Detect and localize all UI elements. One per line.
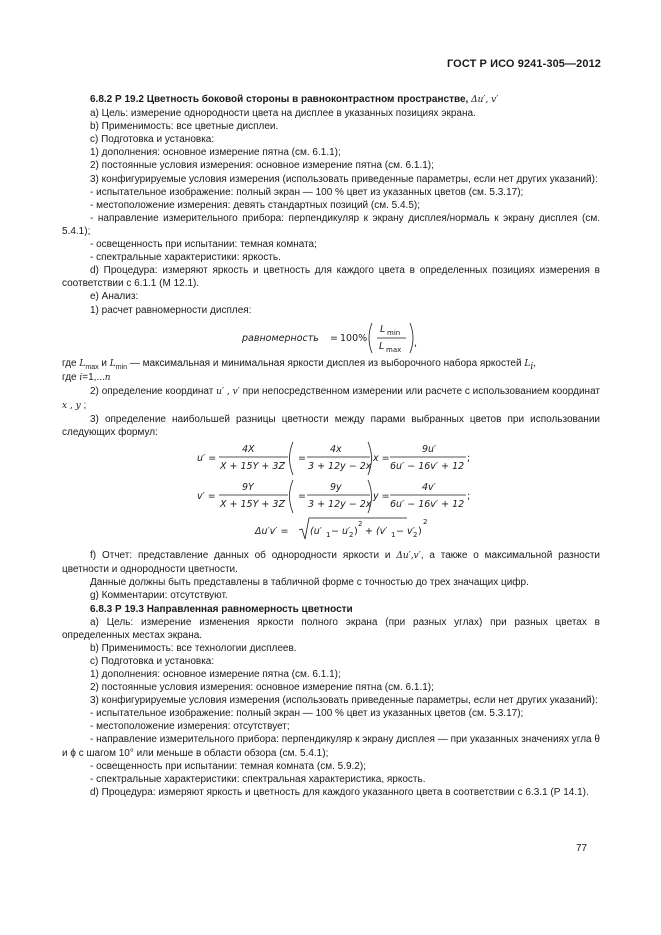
svg-text:X + 15Y + 3Z: X + 15Y + 3Z: [220, 499, 285, 511]
formula-v-prime: [62, 477, 600, 515]
section-heading-6-8-2: 6.8.2 Р 19.2 Цветность боковой стороны в равноконтрастном пространстве, Δu′, v′: [90, 94, 499, 105]
section-heading-6-8-3: 6.8.3 Р 19.3 Направленная равномерность цветности: [90, 603, 353, 615]
formula-comma: ,: [414, 337, 418, 349]
svg-text:;: ;: [467, 491, 471, 503]
svg-text:2: 2: [358, 520, 363, 529]
svg-text:;: ;: [467, 453, 471, 465]
paragraph: b) Применимость: все цветные дисплеи.: [90, 121, 279, 133]
paragraph: g) Комментарии: отсутствуют.: [90, 590, 228, 602]
svg-text:6u′ − 16v′ + 12: 6u′ − 16v′ + 12: [390, 499, 465, 511]
formula-pct: 100%: [340, 332, 368, 344]
svg-text:2: 2: [349, 531, 354, 540]
svg-text:=: =: [298, 491, 306, 503]
svg-text:u′ =: u′ =: [197, 453, 217, 465]
svg-text:X + 15Y + 3Z: X + 15Y + 3Z: [220, 461, 285, 473]
svg-text:9u′: 9u′: [422, 444, 437, 456]
list-item: - испытательное изображение: полный экран — 100 % цвет из указанных цветов (см. 5.3.17);: [90, 708, 524, 720]
formula-num-sub: min: [387, 328, 401, 337]
svg-text:y =: y =: [373, 491, 390, 503]
formula-eq: =: [330, 332, 338, 344]
list-item: - испытательное изображение: полный экран — 100 % цвет из указанных цветов (см. 5.3.17);: [90, 186, 524, 198]
formula-u-prime: [62, 439, 600, 477]
list-item: - освещенность при испытании: темная комната (см. 5.9.2);: [90, 760, 366, 772]
svg-text:1: 1: [326, 531, 331, 540]
paragraph: d) Процедура: измеряют яркость и цветность для каждого указанного цвета в соответствии с 6.3.1 (Р 14.1).: [90, 786, 589, 798]
list-item: 2) определение координат u′ , v′ при непосредственном измерении или расчете с использованием координат x , y ;: [62, 385, 600, 411]
document-header: ГОСТ Р ИСО 9241-305—2012: [446, 58, 601, 70]
formula-delta-uv: [62, 515, 600, 545]
svg-text:6u′ − 16v′ + 12: 6u′ − 16v′ + 12: [390, 461, 465, 473]
formula-den-sub: max: [386, 345, 402, 354]
list-item: 2) постоянные условия измерения: основное измерение пятна (см. 6.1.1);: [90, 160, 434, 172]
main-content: [62, 93, 600, 799]
formula-uniformity: [62, 317, 600, 357]
svg-text:Δu′v′ =: Δu′v′ =: [255, 526, 289, 538]
list-item: - направление измерительного прибора: перпендикуляр к экрану дисплея/нормаль к экрану дисплея (см. 5.4.1);: [62, 212, 600, 237]
heading-symbol: Δu′, v′: [471, 95, 499, 105]
formula-num: L: [380, 323, 386, 335]
paragraph: d) Процедура: измеряют яркость и цветность для каждого цвета в определенных позициях измерения в соответствии с 6.1.1 (М 12.1).: [62, 265, 600, 290]
where-clause: где $L_{max}$ и $L_{min}$ — максимальная и минимальная яркости дисплея из выборочного набора яркостей $L_i$, где i=1,...n: [62, 357, 537, 383]
list-item: - местоположение измерения: девять стандартных позиций (см. 5.4.5);: [90, 199, 420, 211]
list-item: 3) конфигурируемые условия измерения (использовать приведенные параметры, если нет других указаний):: [90, 695, 598, 707]
svg-text:9Y: 9Y: [242, 482, 254, 494]
list-item: - спектральные характеристики: яркость.: [90, 252, 281, 264]
list-item: 1) расчет равномерности дисплея:: [90, 304, 252, 316]
list-item: - спектральные характеристики: спектральная характеристика, яркость.: [90, 773, 426, 785]
svg-text:9y: 9y: [330, 482, 342, 494]
svg-text:+ (v′: + (v′: [365, 526, 388, 538]
svg-text:4v′: 4v′: [422, 482, 436, 494]
paragraph: c) Подготовка и установка:: [90, 134, 215, 146]
svg-text:=: =: [298, 453, 306, 465]
paragraph: b) Применимость: все технологии дисплеев.: [90, 642, 297, 654]
list-item: 3) определение наибольшей разницы цветности между парами выбранных цветов при использовании следующих формул:: [62, 413, 600, 439]
formula-den: L: [379, 340, 385, 352]
paragraph: e) Анализ:: [90, 291, 139, 303]
svg-text:1: 1: [391, 531, 396, 540]
paragraph: Данные должны быть представлены в табличной форме с точностью до трех значащих цифр.: [90, 577, 529, 589]
svg-text:x =: x =: [373, 453, 390, 465]
paragraph: f) Отчет: представление данных об однородности яркости и Δu′,v′, а также о максимальной разности цветности и однородности цветности.: [62, 550, 600, 576]
page-number: 77: [576, 843, 588, 854]
paragraph: a) Цель: измерение однородности цвета на дисплее в указанных позициях экрана.: [90, 108, 476, 120]
list-item: 1) дополнения: основное измерение пятна (см. 6.1.1);: [90, 669, 341, 680]
paren-left: [369, 323, 372, 353]
paragraph: c) Подготовка и установка:: [90, 655, 215, 667]
list-item: - направление измерительного прибора: перпендикуляр к экрану дисплея — при указанных значениях угла θ и ϕ с шагом 10° или меньше в области обзора (см. 5.4.1);: [62, 734, 600, 759]
formula-lhs: равномерность: [242, 332, 319, 344]
paren-right: [410, 323, 413, 353]
paragraph: a) Цель: измерение изменения яркости полного экрана (при разных углах) при разных цветах в определенных местах экрана.: [62, 616, 600, 641]
svg-text:− v′: − v′: [396, 526, 415, 538]
list-item: 3) конфигурируемые условия измерения (использовать приведенные параметры, если нет других указаний):: [90, 173, 598, 185]
svg-text:2: 2: [413, 531, 418, 540]
list-item: - местоположение измерения: отсутствует;: [90, 721, 290, 733]
svg-text:2: 2: [423, 518, 428, 527]
svg-text:4X: 4X: [242, 444, 255, 456]
svg-text:3 + 12y − 2x: 3 + 12y − 2x: [308, 461, 372, 473]
svg-text:(u′: (u′: [310, 526, 322, 538]
svg-text:v′ =: v′ =: [197, 491, 216, 503]
list-item: - освещенность при испытании: темная комната;: [90, 239, 317, 251]
svg-text:− u′: − u′: [331, 526, 351, 538]
list-item: 2) постоянные условия измерения: основное измерение пятна (см. 6.1.1);: [90, 682, 434, 694]
svg-text:4x: 4x: [330, 444, 342, 456]
list-item: 1) дополнения: основное измерение пятна (см. 6.1.1);: [90, 147, 341, 159]
svg-text:): ): [418, 526, 422, 538]
svg-text:3 + 12y − 2x: 3 + 12y − 2x: [308, 499, 372, 511]
svg-text:): ): [354, 526, 358, 538]
